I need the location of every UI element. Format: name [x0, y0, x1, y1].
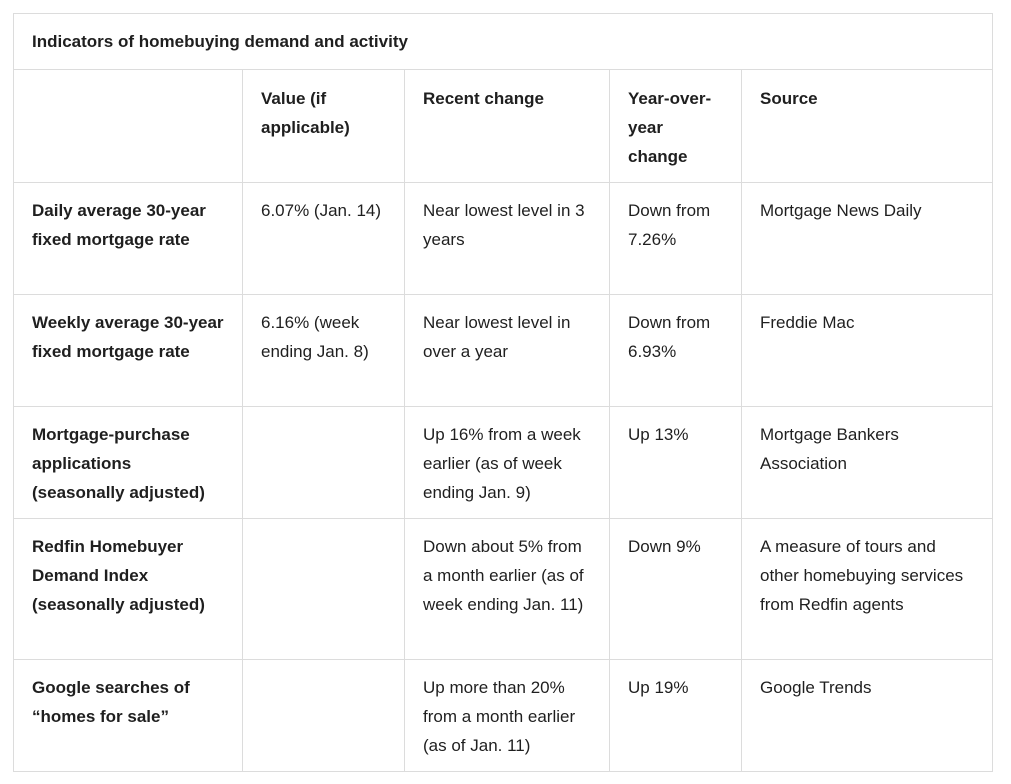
indicator-cell: Daily average 30-year fixed mortgage rate [14, 183, 243, 295]
yoy-change-cell: Down from 6.93% [610, 295, 742, 407]
value-cell [243, 660, 405, 772]
recent-change-cell: Down about 5% from a month earlier (as of week ending Jan. 11) [405, 519, 610, 660]
table-row [14, 183, 993, 295]
table-row [14, 660, 993, 772]
indicator-cell: Mortgage-purchase applications (seasonally adjusted) [14, 407, 243, 519]
header-value: Value (if applicable) [243, 70, 405, 183]
indicator-cell: Redfin Homebuyer Demand Index (seasonally adjusted) [14, 519, 243, 660]
indicator-cell: Weekly average 30-year fixed mortgage rate [14, 295, 243, 407]
header-source: Source [742, 70, 993, 183]
yoy-change-cell: Down 9% [610, 519, 742, 660]
table-row [14, 295, 993, 407]
value-cell: 6.07% (Jan. 14) [243, 183, 405, 295]
recent-change-cell: Up more than 20% from a month earlier (as of Jan. 11) [405, 660, 610, 772]
header-recent-change: Recent change [405, 70, 610, 183]
source-cell: Freddie Mac [742, 295, 993, 407]
table-caption: Indicators of homebuying demand and activity [14, 14, 993, 70]
table-row [14, 519, 993, 660]
recent-change-cell: Near lowest level in over a year [405, 295, 610, 407]
value-cell [243, 407, 405, 519]
yoy-change-cell: Down from 7.26% [610, 183, 742, 295]
recent-change-cell: Near lowest level in 3 years [405, 183, 610, 295]
value-cell [243, 519, 405, 660]
recent-change-cell: Up 16% from a week earlier (as of week ending Jan. 9) [405, 407, 610, 519]
yoy-change-cell: Up 19% [610, 660, 742, 772]
table-container [13, 13, 992, 772]
table-header-row [14, 70, 993, 183]
header-yoy-change: Year-over-year change [610, 70, 742, 183]
source-cell: Mortgage News Daily [742, 183, 993, 295]
source-cell: Google Trends [742, 660, 993, 772]
source-cell: Mortgage Bankers Association [742, 407, 993, 519]
table-caption-row [14, 14, 993, 70]
source-cell: A measure of tours and other homebuying services from Redfin agents [742, 519, 993, 660]
header-indicator [14, 70, 243, 183]
homebuying-indicators-table [13, 13, 993, 772]
table-row [14, 407, 993, 519]
yoy-change-cell: Up 13% [610, 407, 742, 519]
value-cell: 6.16% (week ending Jan. 8) [243, 295, 405, 407]
indicator-cell: Google searches of “homes for sale” [14, 660, 243, 772]
